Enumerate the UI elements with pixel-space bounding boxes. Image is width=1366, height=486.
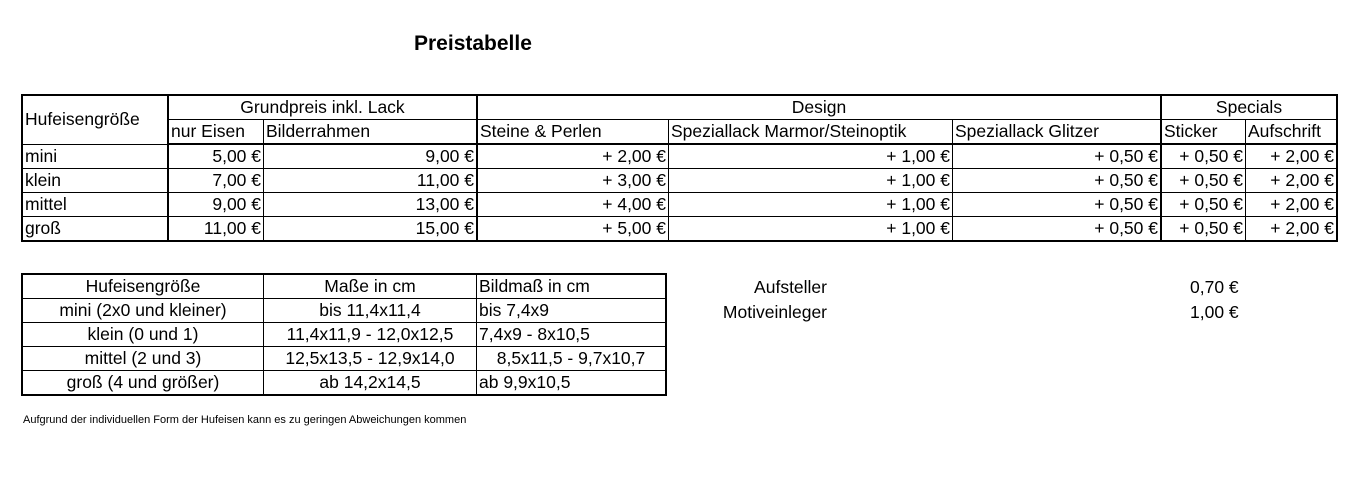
sub-header-nur-eisen: nur Eisen xyxy=(168,120,264,145)
size-cell: klein xyxy=(22,169,168,193)
bildmass-cell: 8,5x11,5 - 9,7x10,7 xyxy=(477,347,667,371)
bildmass-cell: bis 7,4x9 xyxy=(477,299,667,323)
price-cell: + 0,50 € xyxy=(1161,169,1246,193)
bildmass-cell: 7,4x9 - 8x10,5 xyxy=(477,323,667,347)
size-table-header-size: Hufeisengröße xyxy=(22,274,264,299)
price-cell: + 0,50 € xyxy=(1161,193,1246,217)
size-cell: mini xyxy=(22,144,168,169)
table-row xyxy=(22,217,1337,242)
price-cell: + 0,50 € xyxy=(953,169,1162,193)
table-row xyxy=(22,193,1337,217)
grundpreis-header: Grundpreis inkl. Lack xyxy=(168,95,477,120)
size-header-row xyxy=(22,274,666,299)
sub-header-steine-perlen: Steine & Perlen xyxy=(477,120,669,145)
price-cell: + 5,00 € xyxy=(477,217,669,242)
price-cell: + 4,00 € xyxy=(477,193,669,217)
extra-value: 0,70 € xyxy=(1190,277,1239,297)
size-header-cell: Hufeisengröße xyxy=(22,95,168,144)
price-table xyxy=(21,94,1338,242)
size-cell: mittel xyxy=(22,193,168,217)
size-cell: klein (0 und 1) xyxy=(22,323,264,347)
price-cell: + 0,50 € xyxy=(1161,217,1246,242)
sub-header-glitzer: Speziallack Glitzer xyxy=(953,120,1162,145)
price-cell: 7,00 € xyxy=(168,169,264,193)
price-header-row-1 xyxy=(22,95,1337,120)
price-cell: + 2,00 € xyxy=(477,144,669,169)
price-cell: 11,00 € xyxy=(264,169,478,193)
table-row xyxy=(22,299,666,323)
price-cell: + 1,00 € xyxy=(669,193,953,217)
size-table-header-bildmass: Bildmaß in cm xyxy=(477,274,667,299)
table-row xyxy=(22,323,666,347)
size-table xyxy=(21,273,667,396)
price-cell: 5,00 € xyxy=(168,144,264,169)
size-table-header-masse: Maße in cm xyxy=(264,274,477,299)
sub-header-aufschrift: Aufschrift xyxy=(1246,120,1338,145)
price-cell: 9,00 € xyxy=(264,144,478,169)
masse-cell: 11,4x11,9 - 12,0x12,5 xyxy=(264,323,477,347)
size-cell: mittel (2 und 3) xyxy=(22,347,264,371)
price-cell: + 3,00 € xyxy=(477,169,669,193)
table-row xyxy=(22,169,1337,193)
sub-header-bilderrahmen: Bilderrahmen xyxy=(264,120,478,145)
extra-value: 1,00 € xyxy=(1190,302,1239,322)
price-cell: + 0,50 € xyxy=(953,193,1162,217)
price-cell: + 0,50 € xyxy=(953,144,1162,169)
price-cell: + 0,50 € xyxy=(953,217,1162,242)
size-cell: groß (4 und größer) xyxy=(22,371,264,396)
price-cell: + 2,00 € xyxy=(1246,193,1338,217)
sub-header-marmor: Speziallack Marmor/Steinoptik xyxy=(669,120,953,145)
price-cell: + 1,00 € xyxy=(669,217,953,242)
specials-header: Specials xyxy=(1161,95,1337,120)
table-row xyxy=(22,144,1337,169)
price-cell: + 0,50 € xyxy=(1161,144,1246,169)
extra-label: Motiveinleger xyxy=(722,302,827,322)
sub-header-sticker: Sticker xyxy=(1161,120,1246,145)
price-cell: 15,00 € xyxy=(264,217,478,242)
size-cell: mini (2x0 und kleiner) xyxy=(22,299,264,323)
page-title: Preistabelle xyxy=(414,32,532,55)
table-row xyxy=(22,371,666,396)
masse-cell: bis 11,4x11,4 xyxy=(264,299,477,323)
price-cell: + 1,00 € xyxy=(669,169,953,193)
table-row xyxy=(22,347,666,371)
price-cell: + 2,00 € xyxy=(1246,144,1338,169)
price-cell: + 2,00 € xyxy=(1246,217,1338,242)
masse-cell: 12,5x13,5 - 12,9x14,0 xyxy=(264,347,477,371)
price-cell: 11,00 € xyxy=(168,217,264,242)
price-cell: + 1,00 € xyxy=(669,144,953,169)
price-cell: + 2,00 € xyxy=(1246,169,1338,193)
masse-cell: ab 14,2x14,5 xyxy=(264,371,477,396)
price-cell: 9,00 € xyxy=(168,193,264,217)
price-header-row-2 xyxy=(22,120,1337,145)
bildmass-cell: ab 9,9x10,5 xyxy=(477,371,667,396)
design-header: Design xyxy=(477,95,1161,120)
footnote: Aufgrund der individuellen Form der Hufeisen kann es zu geringen Abweichungen kommen xyxy=(23,414,467,426)
price-cell: 13,00 € xyxy=(264,193,478,217)
size-cell: groß xyxy=(22,217,168,242)
extra-label: Aufsteller xyxy=(754,277,827,297)
